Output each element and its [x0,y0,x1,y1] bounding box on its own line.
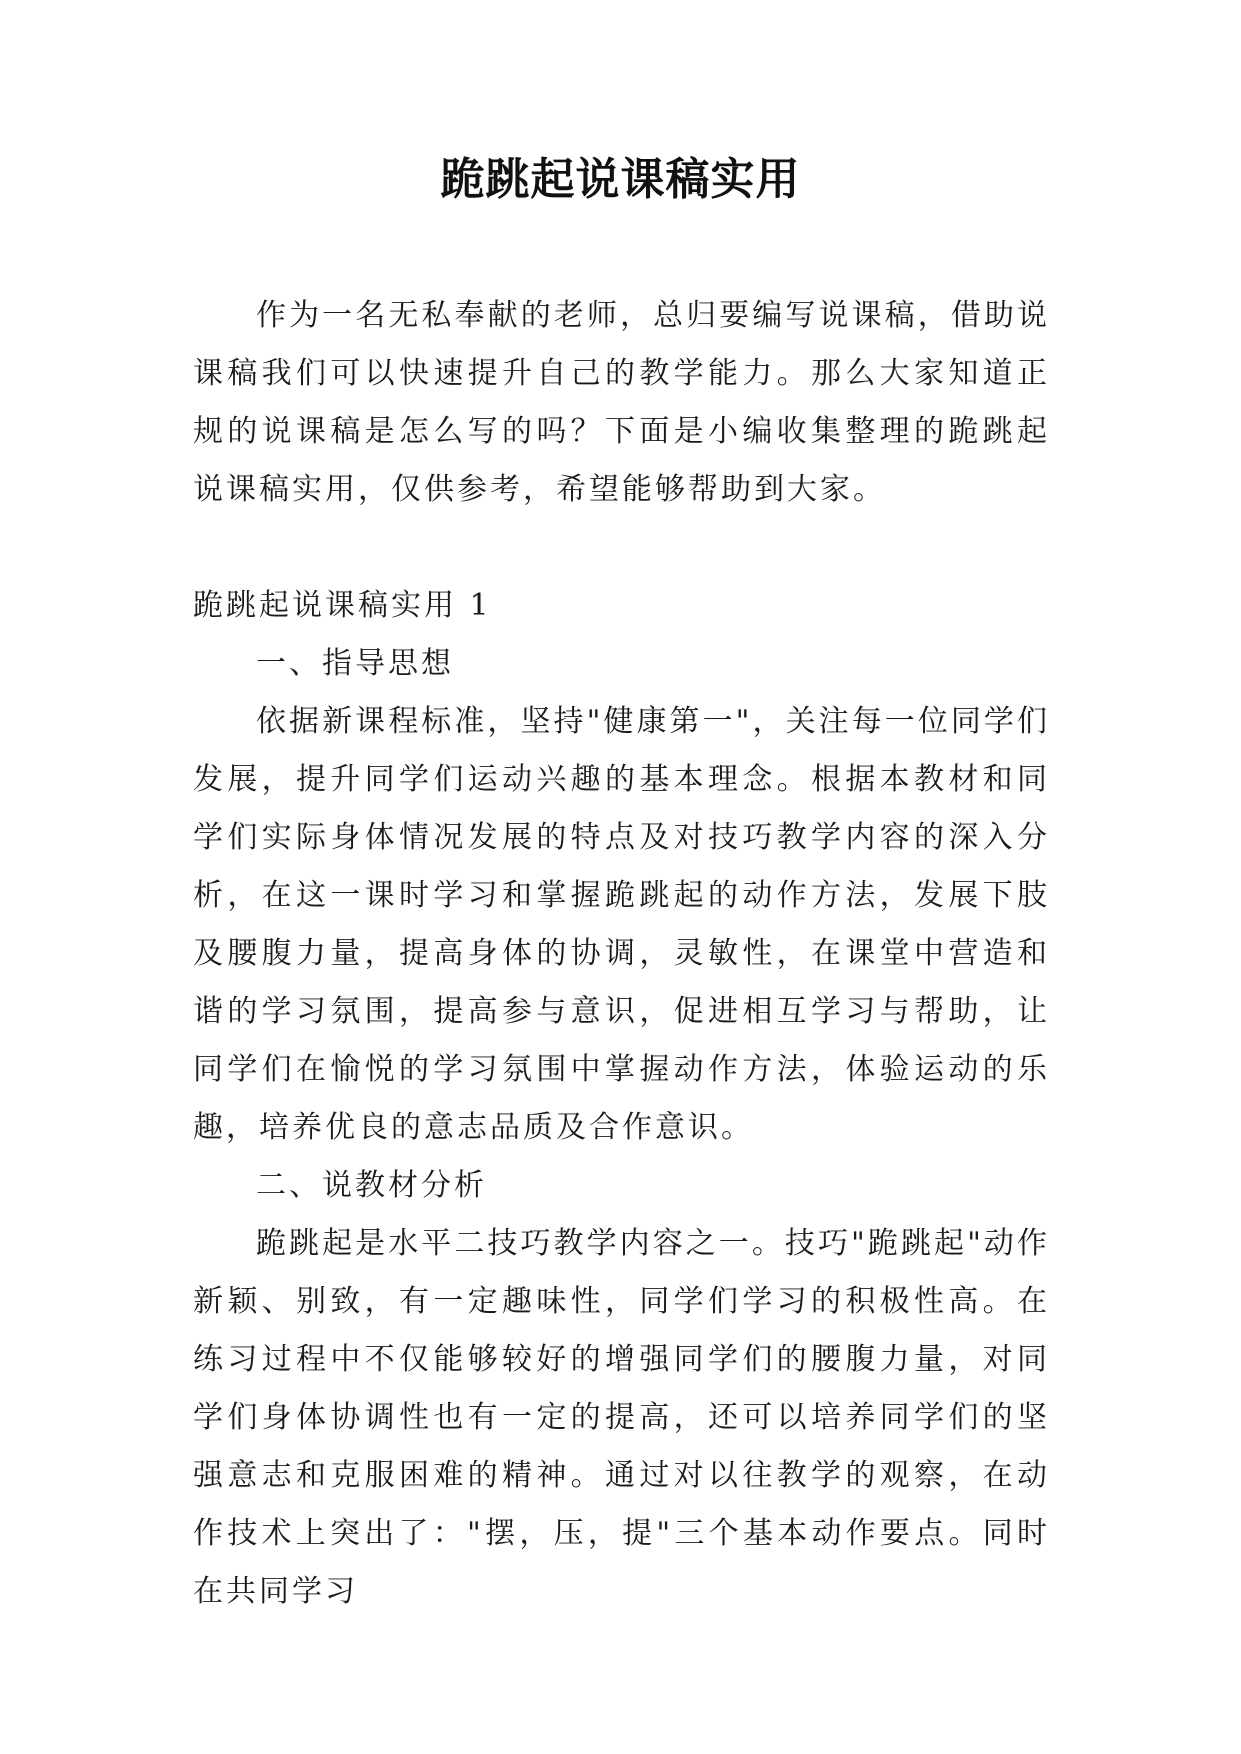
page-title: 跪跳起说课稿实用 [440,154,801,205]
guiding-thought-paragraph: 依据新课程标准，坚持"健康第一"，关注每一位同学们发展，提升同学们运动兴趣的基本理念。根据本教材和同学们实际身体情况发展的特点及对技巧教学内容的深入分析，在这一课时学习和掌握跪跳起的动作方法，发展下肢及腰腹力量，提高身体的协调，灵敏性，在课堂中营造和谐的学习氛围，提高参与意识，促进相互学习与帮助，让同学们在愉悦的学习氛围中掌握动作方法，体验运动的乐趣，培养优良的意志品质及合作意识。 [193,704,1050,1145]
section-title: 跪跳起说课稿实用 1 [193,588,492,623]
material-analysis-paragraph: 跪跳起是水平二技巧教学内容之一。技巧"跪跳起"动作新颖、别致，有一定趣味性，同学们学习的积极性高。在练习过程中不仅能够较好的增强同学们的腰腹力量，对同学们身体协调性也有一定的提高，还可以培养同学们的坚强意志和克服困难的精神。通过对以往教学的观察，在动作技术上突出了："摆，压，提"三个基本动作要点。同时在共同学习 [193,1226,1050,1609]
document-body [193,287,1050,1621]
paragraph-spacer [193,519,1050,577]
intro-paragraph: 作为一名无私奉献的老师，总归要编写说课稿，借助说课稿我们可以快速提升自己的教学能力。那么大家知道正规的说课稿是怎么写的吗？下面是小编收集整理的跪跳起说课稿实用，仅供参考，希望能够帮助到大家。 [193,298,1050,507]
heading-guiding-thought: 一、指导思想 [256,646,454,681]
heading-material-analysis: 二、说教材分析 [256,1168,487,1203]
